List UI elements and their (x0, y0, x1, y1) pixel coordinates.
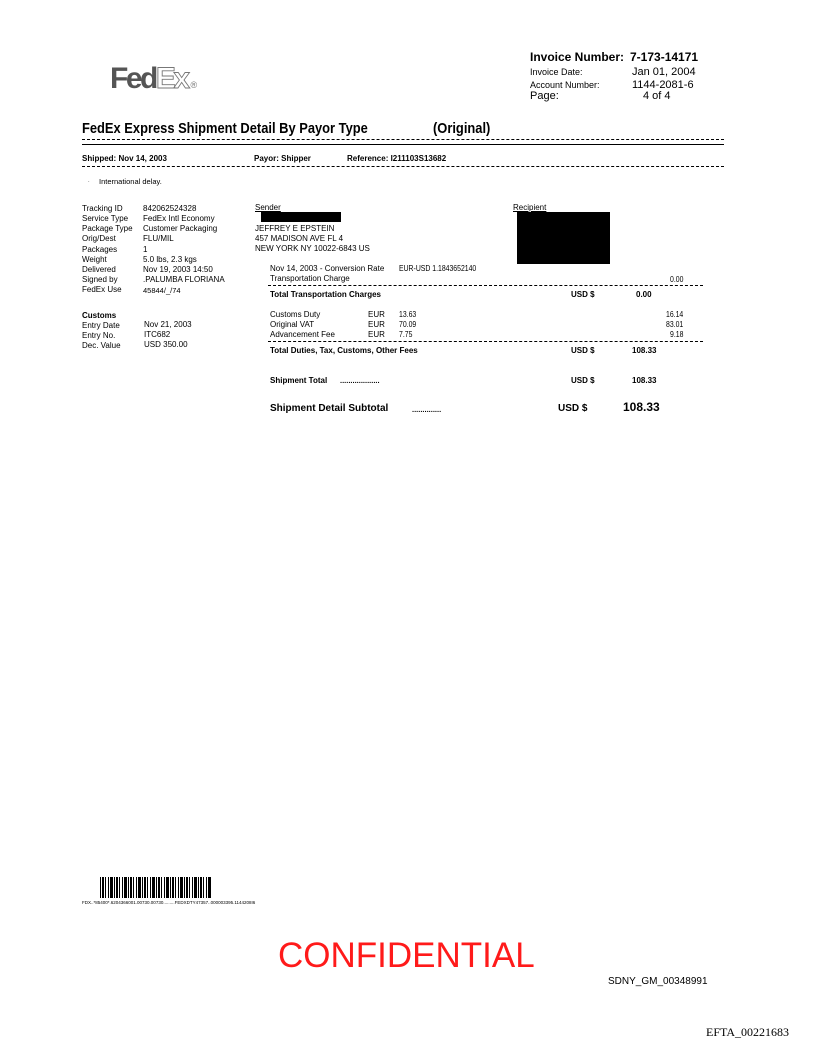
total-transportation-currency: USD $ (571, 290, 595, 299)
invoice-number-label: Invoice Number: (530, 50, 625, 64)
sender-address-2: NEW YORK NY 10022-6843 US (255, 244, 370, 253)
duty-label: Original VAT (270, 320, 315, 329)
sender-address-1: 457 MADISON AVE FL 4 (255, 234, 344, 243)
page-title: FedEx Express Shipment Detail By Payor Type (82, 120, 368, 137)
duty-currency: EUR (368, 330, 385, 339)
title-rule-2 (82, 144, 724, 145)
recipient-redaction (517, 212, 610, 264)
duty-usd-amount: 83.01 (666, 320, 684, 329)
international-delay-note: International delay. (99, 177, 162, 186)
duty-eur-amount: 7.75 (399, 330, 413, 339)
account-number-value: 1144-2081-6 (632, 79, 694, 91)
duty-label: Advancement Fee (270, 330, 335, 339)
value-package-type: Customer Packaging (143, 224, 218, 233)
label-entry-no: Entry No. (82, 331, 116, 340)
label-signed-by: Signed by (82, 275, 118, 284)
shipment-detail-subtotal-label: Shipment Detail Subtotal (270, 403, 389, 414)
label-entry-date: Entry Date (82, 321, 120, 330)
shipment-total-label: Shipment Total (270, 376, 328, 385)
value-weight: 5.0 lbs, 2.3 kgs (143, 255, 197, 264)
shipment-total-value: 108.33 (632, 376, 657, 385)
value-dec-value: USD 350.00 (144, 340, 188, 349)
duty-usd-amount: 16.14 (666, 310, 684, 319)
label-dec-value: Dec. Value (82, 341, 121, 350)
title-rule (82, 139, 724, 140)
label-tracking-id: Tracking ID (82, 204, 123, 213)
customs-heading: Customs (82, 311, 117, 320)
subtotal-dots: .............. (412, 405, 442, 414)
duty-label: Customs Duty (270, 310, 321, 319)
total-duties-value: 108.33 (632, 346, 657, 355)
total-transportation-label: Total Transportation Charges (270, 290, 381, 299)
title-original-tag: (Original) (433, 120, 491, 137)
duty-currency: EUR (368, 310, 385, 319)
value-entry-date: Nov 21, 2003 (144, 320, 192, 329)
invoice-date-value: Jan 01, 2004 (632, 66, 696, 78)
confidential-stamp: CONFIDENTIAL (278, 936, 535, 975)
value-packages: 1 (143, 245, 148, 254)
barcode-text: FDX..*85400*.6204366001.00730.00730.........FEDXDTY47357..000003395.1144208I6 (82, 900, 256, 905)
bates-number: SDNY_GM_00348991 (608, 976, 708, 987)
duty-currency: EUR (368, 320, 385, 329)
duties-rule (268, 341, 703, 342)
page-label: Page: (530, 90, 559, 102)
invoice-date-label: Invoice Date: (530, 67, 583, 77)
label-orig-dest: Orig/Dest (82, 234, 116, 243)
label-delivered: Delivered (82, 265, 116, 274)
value-fedex-use: 45844/_/74 (143, 286, 181, 295)
shipped-date: Shipped: Nov 14, 2003 (82, 154, 167, 163)
reference: Reference: I211103S13682 (347, 154, 447, 163)
label-weight: Weight (82, 255, 107, 264)
sender-heading: Sender (255, 203, 281, 212)
barcode (100, 877, 212, 898)
value-delivered: Nov 19, 2003 14:50 (143, 265, 213, 274)
total-duties-currency: USD $ (571, 346, 595, 355)
fedex-logo: FedEx ® (110, 62, 198, 95)
total-transportation-value: 0.00 (636, 290, 652, 299)
label-packages: Packages (82, 245, 118, 254)
efta-number: EFTA_00221683 (706, 1025, 790, 1039)
page-value: 4 of 4 (643, 90, 671, 102)
value-signed-by: .PALUMBA FLORIANA (143, 275, 225, 284)
label-fedex-use: FedEx Use (82, 285, 122, 294)
sender-redaction (261, 212, 341, 222)
value-tracking-id: 842062524328 (143, 204, 197, 213)
shipment-total-dots: ................... (340, 376, 380, 385)
shipment-total-currency: USD $ (571, 376, 595, 385)
invoice-number-value: 7-173-14171 (630, 50, 699, 64)
transportation-charge-amount: 0.00 (670, 275, 684, 284)
duty-usd-amount: 9.18 (670, 330, 684, 339)
duty-eur-amount: 70.09 (399, 320, 417, 329)
conversion-rate-value: EUR-USD 1.1843652140 (399, 264, 477, 273)
subtotal-currency: USD $ (558, 403, 588, 414)
recipient-heading: Recipient (513, 203, 547, 212)
transportation-charge-label: Transportation Charge (270, 274, 350, 283)
shipped-rule (82, 166, 724, 167)
note-bullet: · (88, 179, 90, 185)
transport-rule (268, 285, 703, 286)
duty-eur-amount: 13.63 (399, 310, 417, 319)
account-number-label: Account Number: (530, 80, 600, 90)
label-service-type: Service Type (82, 214, 129, 223)
payor: Payor: Shipper (254, 154, 311, 163)
conversion-rate-label: Nov 14, 2003 - Conversion Rate (270, 264, 385, 273)
total-duties-label: Total Duties, Tax, Customs, Other Fees (270, 346, 418, 355)
subtotal-value: 108.33 (623, 400, 660, 414)
value-orig-dest: FLU/MIL (143, 234, 174, 243)
value-service-type: FedEx Intl Economy (143, 214, 215, 223)
label-package-type: Package Type (82, 224, 133, 233)
value-entry-no: ITC682 (144, 330, 171, 339)
sender-name: JEFFREY E EPSTEIN (255, 224, 335, 233)
